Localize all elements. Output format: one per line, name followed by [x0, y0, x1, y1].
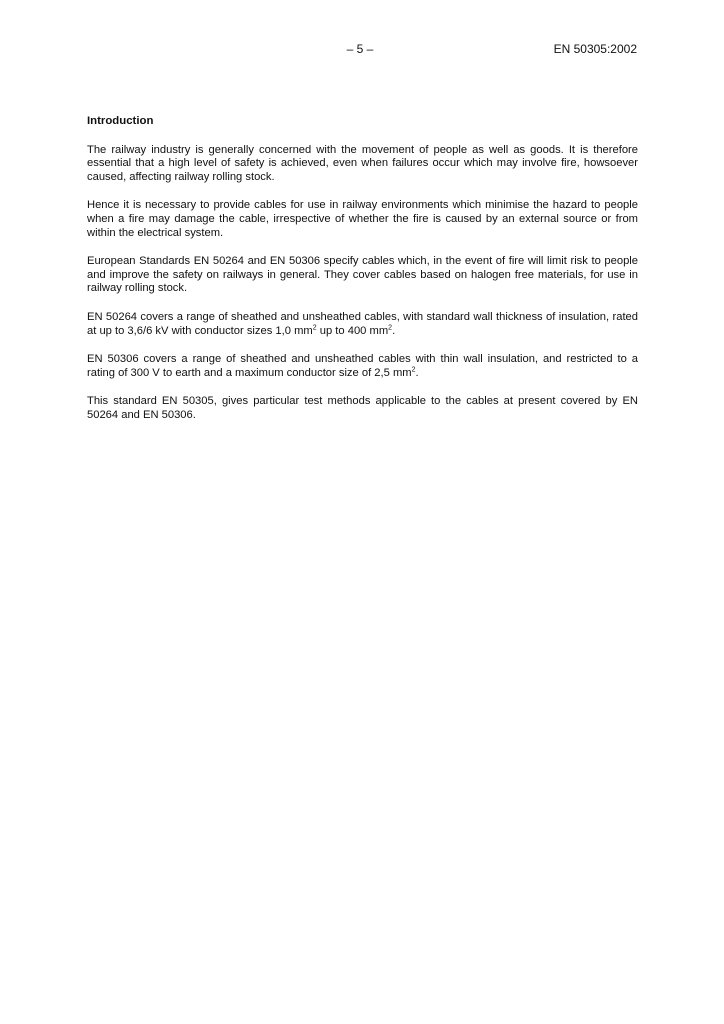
superscript-squared: 2	[388, 323, 393, 331]
paragraph-1: The railway industry is generally concerned with the movement of people as well as goods. It is therefore essential that a high level of safety is achieved, even when failures occur which may involve fire, howsoever caused, affecting railway rolling stock.	[87, 143, 638, 183]
superscript-squared: 2	[312, 323, 317, 331]
paragraph-4-text-3: .	[392, 324, 396, 337]
page-number: – 5 –	[346, 42, 374, 56]
document-id: EN 50305:2002	[553, 42, 637, 56]
paragraph-4-text-2: up to 400 mm	[316, 324, 389, 337]
paragraph-5	[87, 353, 638, 380]
paragraph-3: European Standards EN 50264 and EN 50306 specify cables which, in the event of fire will limit risk to people and improve the safety on railways in general. They cover cables based on halogen free materials, for use in railway rolling stock.	[87, 255, 638, 295]
paragraph-5-text-1: EN 50306 covers a range of sheathed and unsheathed cables with thin wall insulation, and restricted to a rating of 300 V to earth and a maximum conductor size of 2,5 mm	[87, 353, 638, 379]
paragraph-4	[87, 311, 638, 338]
introduction-section	[87, 115, 638, 438]
section-heading: Introduction	[87, 115, 154, 127]
paragraph-2: Hence it is necessary to provide cables for use in railway environments which minimise the hazard to people when a fire may damage the cable, irrespective of whether the fire is caused by an external source or from within the electrical system.	[87, 199, 638, 239]
paragraph-6: This standard EN 50305, gives particular test methods applicable to the cables at present covered by EN 50264 and EN 50306.	[87, 395, 638, 421]
paragraph-5-text-2: .	[415, 366, 419, 379]
paragraph-4-text-1: EN 50264 covers a range of sheathed and unsheathed cables, with standard wall thickness of insulation, rated at up to 3,6/6 kV with conductor sizes 1,0 mm	[87, 310, 638, 337]
superscript-squared: 2	[411, 365, 416, 373]
